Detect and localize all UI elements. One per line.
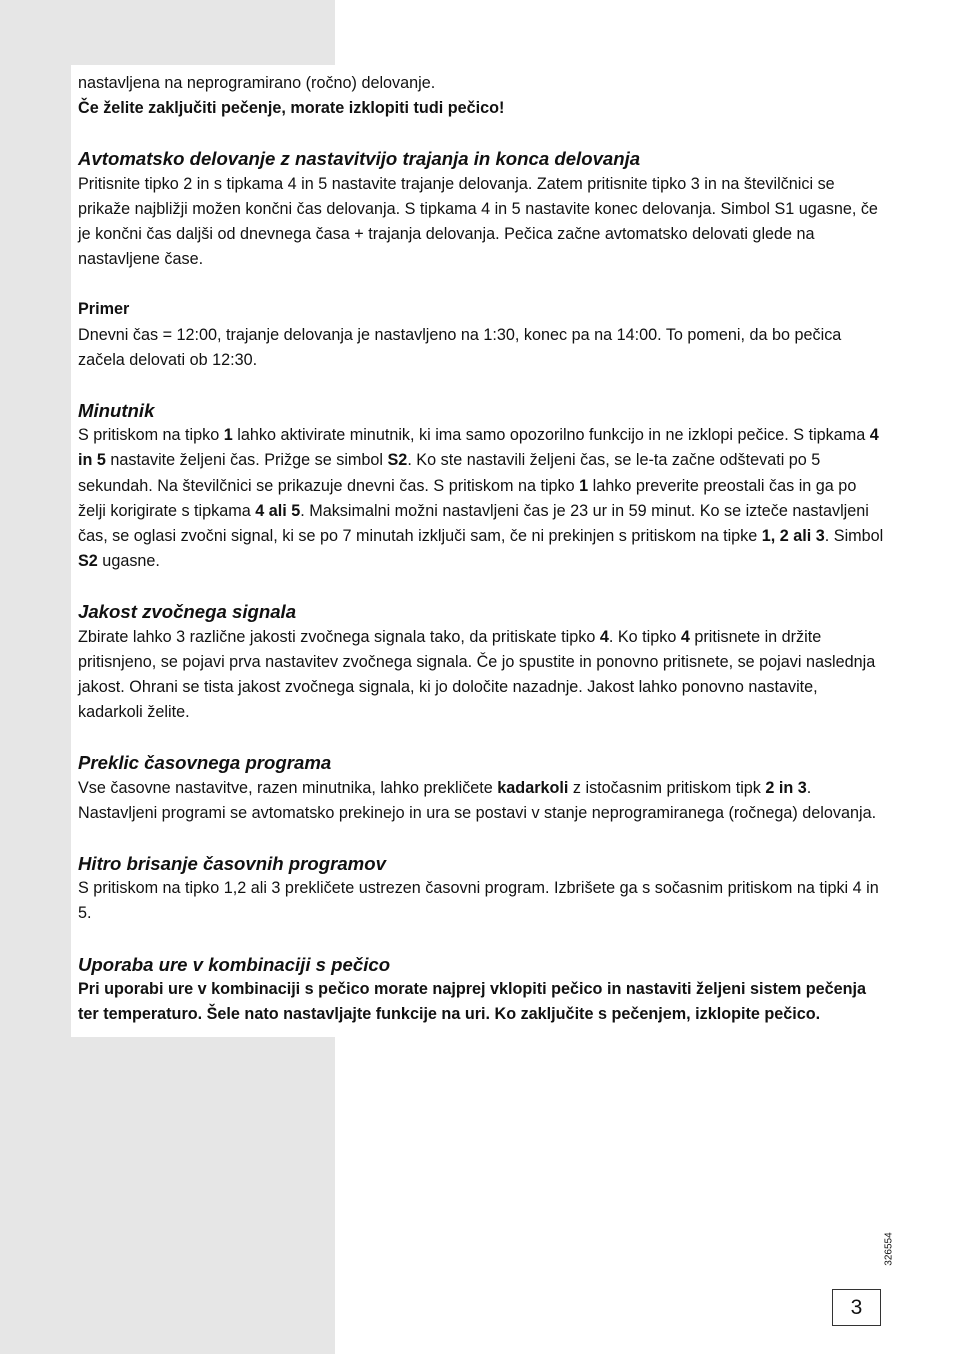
heading-minutnik: Minutnik (78, 400, 155, 422)
paragraph-auto: Pritisnite tipko 2 in s tipkama 4 in 5 nastavite trajanje delovanja. Zatem pritisnite tipko 3 in na številčnici se prikaže najbližji možen končni čas delovanja. S tipkama 4 in 5 nastavite konec delovanja. Simbol S1 ugasne, če je končni čas daljši od dnevnega časa + trajanja delovanja. Pečica začne avtomatsko delovati glede na nastavljene čase. (78, 174, 878, 269)
page-number: 3 (832, 1289, 881, 1326)
heading-usage: Uporaba ure v kombinaciji s pečico (78, 953, 391, 975)
paragraph-example: Dnevni čas = 12:00, trajanje delovanja je nastavljeno na 1:30, konec pa na 14:00. To pomeni, da bo pečica začela delovati ob 12:30. (78, 325, 842, 369)
heading-auto: Avtomatsko delovanje z nastavitvijo trajanja in konca delovanja (78, 148, 641, 170)
paragraph-cancel: Vse časovne nastavitve, razen minutnika, lahko prekličete kadarkoli z istočasnim pritiskom tipk 2 in 3. Nastavljeni programi se avtomatsko prekinejo in ura se postavi v stanje neprogramiranega (ročnega) delovanja. (78, 778, 877, 822)
page-content (71, 65, 885, 1037)
paragraph-usage: Pri uporabi ure v kombinaciji s pečico morate najprej vklopiti pečico in nastaviti željeni sistem pečenja ter temperaturo. Šele nato nastavljajte funkcije na uri. Ko zaključite s pečenjem, izklopite pečico. (78, 979, 867, 1024)
heading-quick: Hitro brisanje časovnih programov (78, 853, 386, 875)
paragraph-quick: S pritiskom na tipko 1,2 ali 3 prekličete ustrezen časovni program. Izbrišete ga s sočasnim pritiskom na tipki 4 in 5. (78, 879, 879, 923)
intro-warning: Če želite zaključiti pečenje, morate izklopiti tudi pečico! (78, 99, 505, 118)
heading-cancel: Preklic časovnega programa (78, 752, 332, 774)
heading-example: Primer (78, 300, 130, 319)
heading-signal: Jakost zvočnega signala (78, 601, 297, 623)
document-number: 326554 (883, 1232, 895, 1266)
paragraph-minutnik: S pritiskom na tipko 1 lahko aktivirate minutnik, ki ima samo opozorilno funkcijo in ne izklopi pečice. S tipkama 4 in 5 nastavite željeni čas. Prižge se simbol S2. Ko ste nastavili željeni čas, se le-ta začne odštevati po 5 sekundah. Na številčnici se prikazuje dnevni čas. S pritiskom na tipko 1 lahko preverite preostali čas in ga po želji korigirate s tipkama 4 ali 5. Maksimalni možni nastavljeni čas je 23 ur in 59 minut. Ko se izteče nastavljeni čas, se oglasi zvočni signal, ki se po 7 minutah izključi sam, če ni prekinjen s pritiskom na tipke 1, 2 ali 3. Simbol S2 ugasne. (78, 426, 884, 571)
paragraph-signal: Zbirate lahko 3 različne jakosti zvočnega signala tako, da pritiskate tipko 4. Ko tipko 4 pritisnete in držite pritisnjeno, se pojavi prva nastavitev zvočnega signala. Če jo spustite in ponovno pritisnete, se pojavi naslednja jakost. Ohrani se tista jakost zvočnega signala, ki jo določite nazadnje. Jakost lahko ponovno nastavite, kadarkoli želite. (78, 627, 876, 722)
intro-line: nastavljena na neprogramirano (ročno) delovanje. (78, 74, 436, 92)
